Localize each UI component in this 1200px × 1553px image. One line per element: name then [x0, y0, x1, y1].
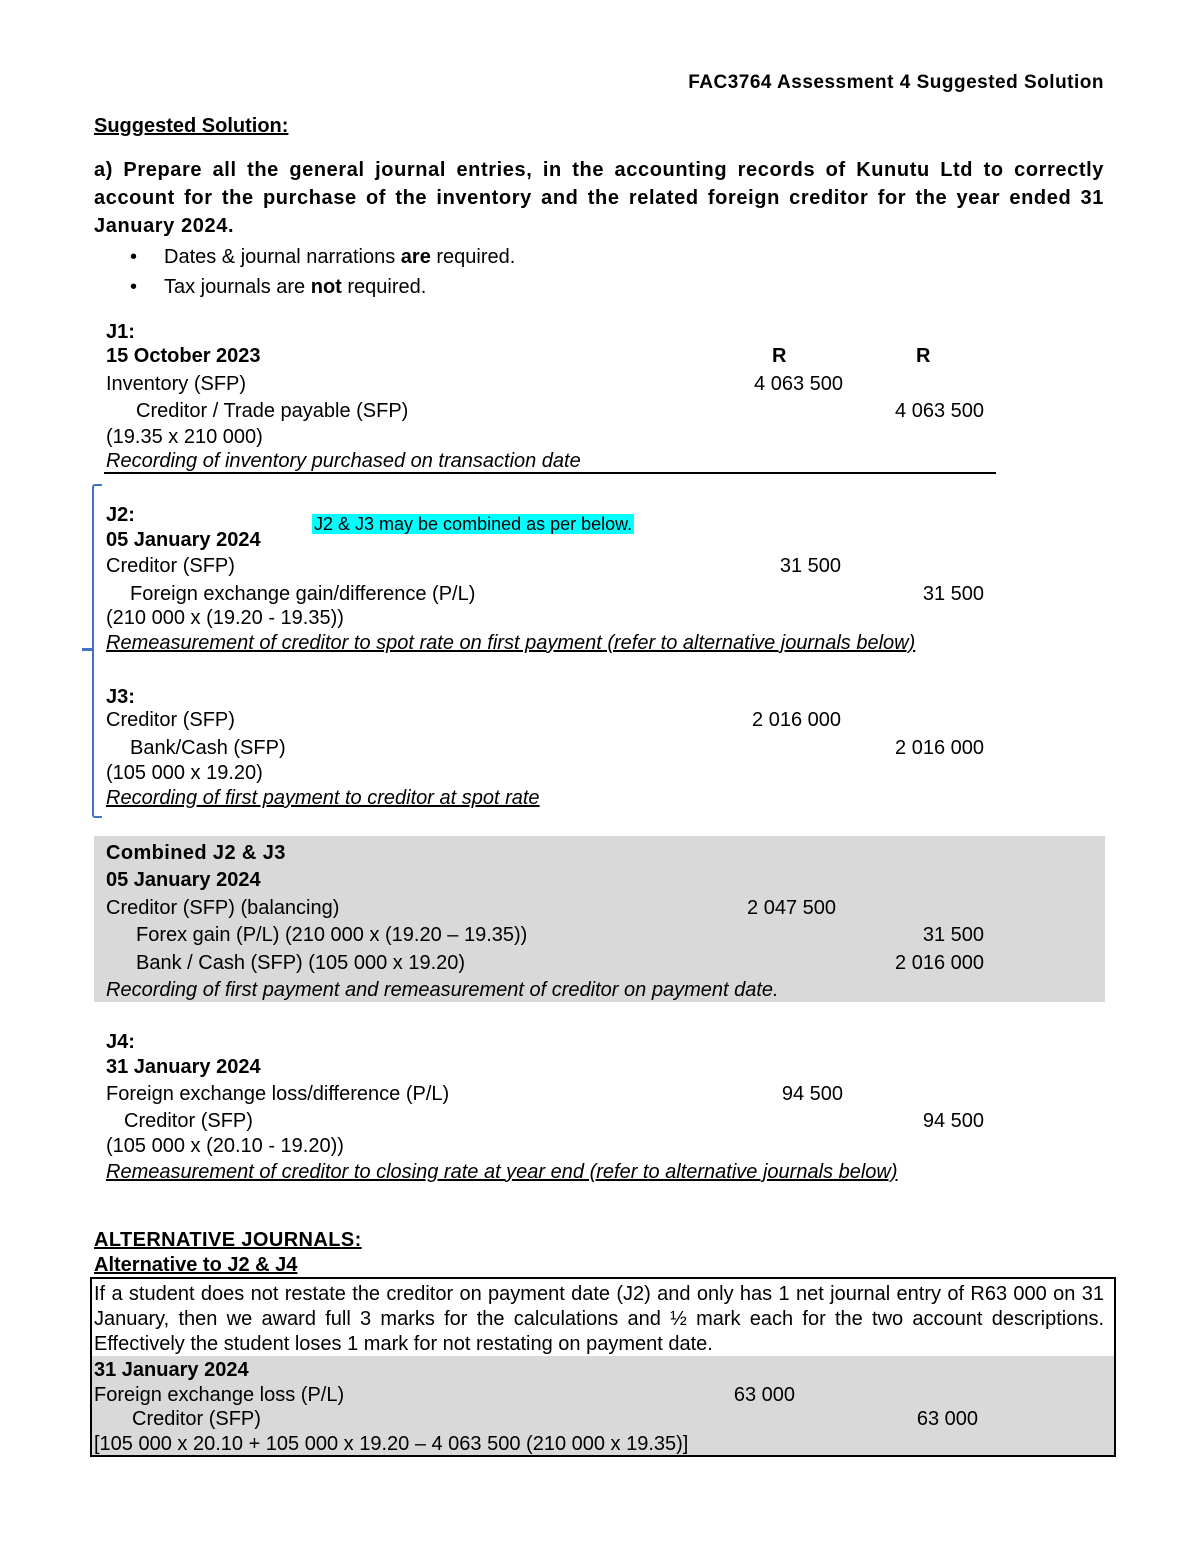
- journal-date: 31 January 2024: [94, 1359, 249, 1381]
- calculation: (105 000 x 19.20): [106, 762, 263, 784]
- journal-date: 05 January 2024: [106, 869, 261, 891]
- list-item: • Tax journals are not required.: [94, 272, 515, 302]
- credit-account: Creditor (SFP): [132, 1408, 261, 1430]
- debit-account: Inventory (SFP): [106, 373, 247, 395]
- debit-account: Foreign exchange loss (P/L): [94, 1384, 345, 1406]
- section-heading: Suggested Solution:: [94, 115, 289, 137]
- credit-amount: 94 500: [922, 1110, 984, 1132]
- alternative-subheading: Alternative to J2 & J4: [94, 1254, 298, 1276]
- credit-account: Foreign exchange gain/difference (P/L): [130, 583, 476, 605]
- debit-column-header: R: [772, 345, 787, 367]
- credit-account: Bank / Cash (SFP) (105 000 x 19.20): [136, 952, 466, 974]
- document-header: FAC3764 Assessment 4 Suggested Solution: [688, 72, 1104, 93]
- alternative-heading: ALTERNATIVE JOURNALS:: [94, 1229, 362, 1251]
- bullet-icon: •: [130, 276, 138, 298]
- divider: [104, 472, 996, 474]
- calculation: (19.35 x 210 000): [106, 426, 263, 448]
- bracket-j2-j3: [92, 484, 102, 818]
- credit-account: Creditor (SFP): [124, 1110, 253, 1132]
- debit-amount: 63 000: [733, 1384, 795, 1406]
- debit-amount: 2 016 000: [752, 709, 841, 731]
- credit-amount: 4 063 500: [895, 400, 984, 422]
- debit-account: Creditor (SFP): [106, 709, 235, 731]
- journal-label: J3:: [106, 686, 135, 708]
- journal-label: Combined J2 & J3: [106, 842, 286, 864]
- credit-amount: 31 500: [922, 924, 984, 946]
- credit-amount: 63 000: [916, 1408, 978, 1430]
- list-item: • Dates & journal narrations are required.: [94, 242, 515, 272]
- credit-account: Creditor / Trade payable (SFP): [136, 400, 409, 422]
- narration: Recording of first payment and remeasurement of creditor on payment date.: [106, 979, 779, 1001]
- calculation: [105 000 x 20.10 + 105 000 x 19.20 – 4 063 500 (210 000 x 19.35)]: [94, 1433, 689, 1455]
- narration: Recording of first payment to creditor at spot rate: [106, 787, 540, 809]
- journal-label: J4:: [106, 1031, 135, 1053]
- debit-amount: 94 500: [781, 1083, 843, 1105]
- question-text: a) Prepare all the general journal entries, in the accounting records of Kunutu Ltd to correctly account for the purchase of the inventory and the related foreign creditor for the year ended 31 January 2024.: [94, 159, 1104, 237]
- highlight-note: J2 & J3 may be combined as per below.: [314, 514, 633, 534]
- debit-account: Foreign exchange loss/difference (P/L): [106, 1083, 450, 1105]
- calculation: (105 000 x (20.10 - 19.20)): [106, 1135, 344, 1157]
- credit-amount: 31 500: [922, 583, 984, 605]
- narration: Remeasurement of creditor to closing rate at year end (refer to alternative journals below): [106, 1161, 898, 1183]
- narration: Recording of inventory purchased on transaction date: [106, 450, 581, 472]
- journal-date: 15 October 2023: [106, 345, 261, 367]
- bracket-tick: [82, 648, 94, 651]
- credit-column-header: R: [916, 345, 931, 367]
- journal-label: J2:: [106, 504, 135, 526]
- credit-amount: 2 016 000: [895, 737, 984, 759]
- requirements-list: [94, 242, 515, 302]
- credit-amount: 2 016 000: [895, 952, 984, 974]
- credit-account: Bank/Cash (SFP): [130, 737, 286, 759]
- journal-date: 05 January 2024: [106, 529, 261, 551]
- debit-amount: 31 500: [779, 555, 841, 577]
- debit-amount: 2 047 500: [747, 897, 836, 919]
- alternative-explanation: If a student does not restate the creditor on payment date (J2) and only has 1 net journal entry of R63 000 on 31 January, then we award full 3 marks for the calculations and ½ mark each for the two account descriptions. Effectively the student loses 1 mark for not restating on payment date.: [94, 1283, 1104, 1355]
- credit-account: Forex gain (P/L) (210 000 x (19.20 – 19.35)): [136, 924, 528, 946]
- calculation: (210 000 x (19.20 - 19.35)): [106, 607, 344, 629]
- debit-account: Creditor (SFP): [106, 555, 235, 577]
- narration: Remeasurement of creditor to spot rate on first payment (refer to alternative journals below): [106, 632, 916, 654]
- debit-account: Creditor (SFP) (balancing): [106, 897, 340, 919]
- journal-date: 31 January 2024: [106, 1056, 261, 1078]
- bullet-icon: •: [130, 246, 138, 268]
- debit-amount: 4 063 500: [754, 373, 843, 395]
- journal-label: J1:: [106, 321, 135, 343]
